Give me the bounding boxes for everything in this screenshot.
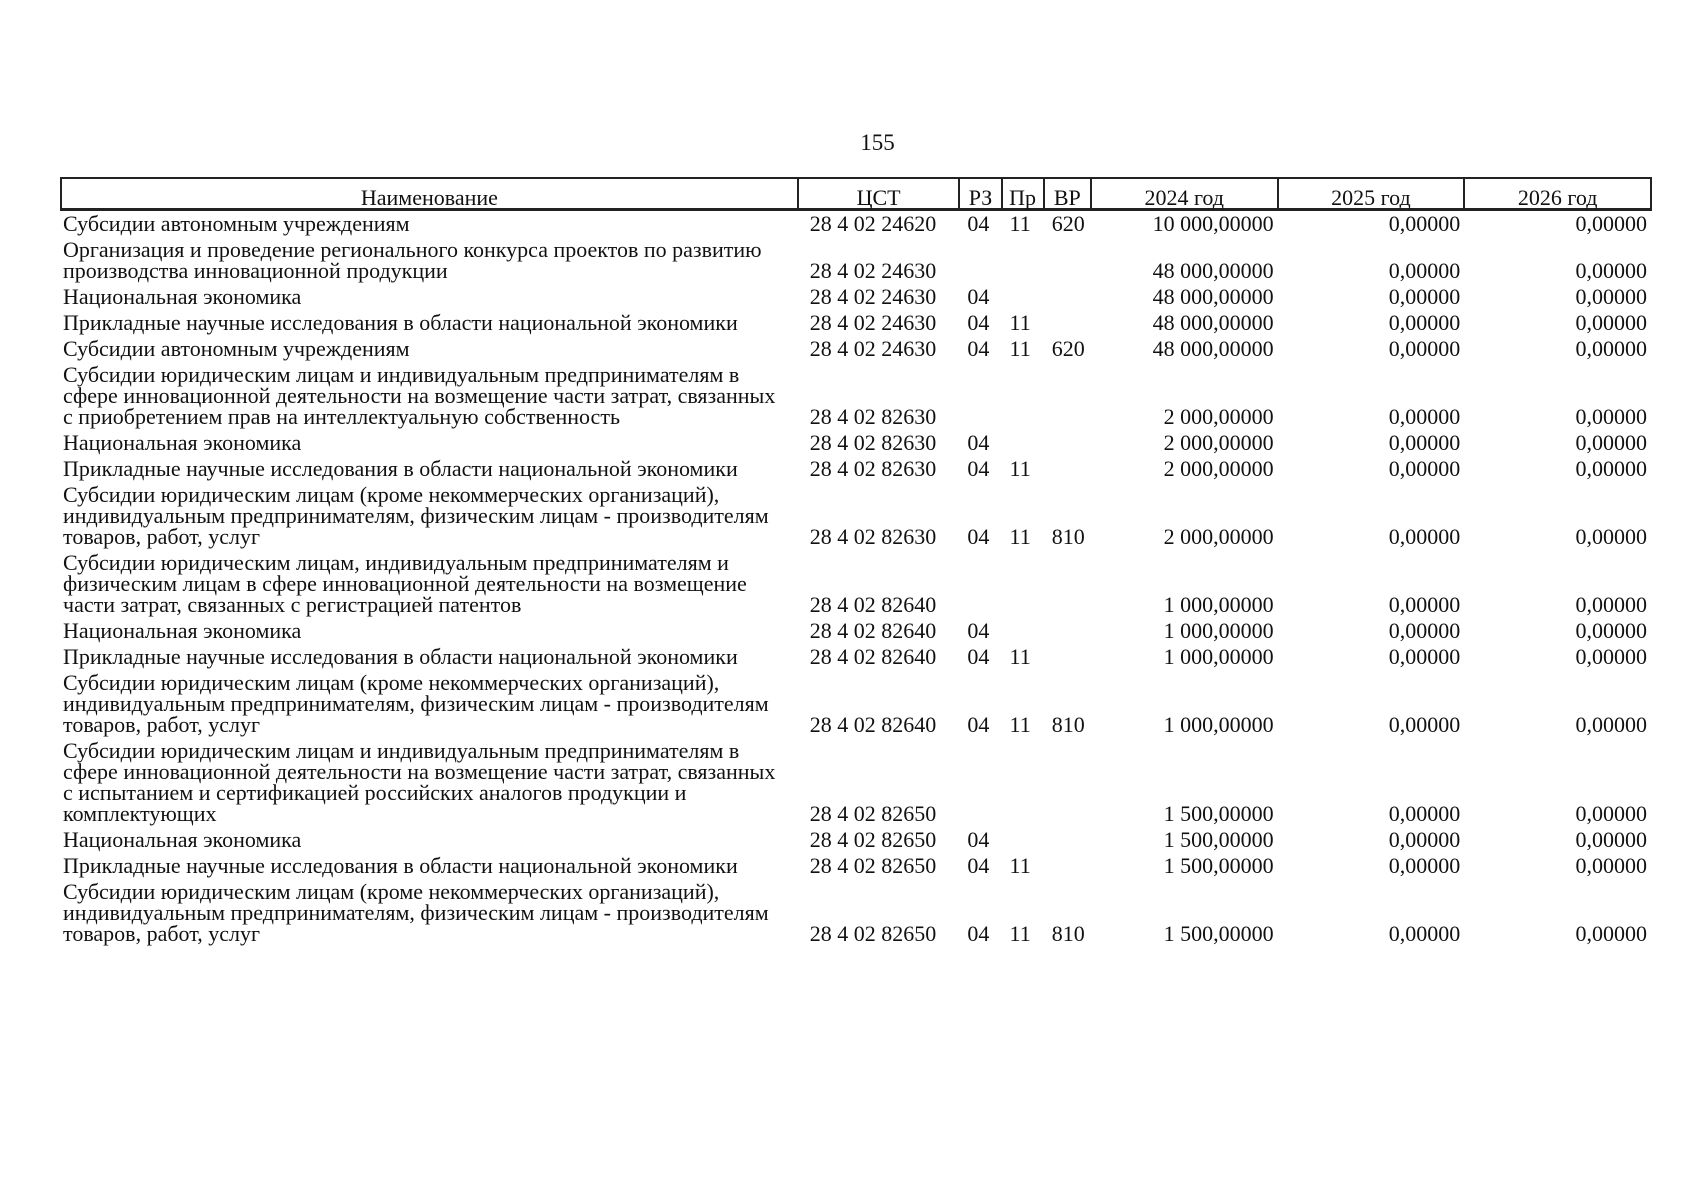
- cell-2024: 48 000,00000: [1152, 310, 1274, 335]
- cell-rz: 04: [967, 524, 990, 549]
- cell-cst: 28 4 02 24630: [809, 258, 937, 283]
- table-row: [61, 644, 1651, 670]
- cell-vr: [1044, 644, 1091, 670]
- table-row: [61, 284, 1651, 310]
- header-2025: 2025 год: [1278, 178, 1465, 210]
- cell-name: Национальная экономика: [63, 430, 302, 455]
- table-row: [61, 670, 1651, 738]
- cell-2026: 0,00000: [1575, 801, 1647, 826]
- cell-cst: 28 4 02 24630: [809, 336, 937, 361]
- table-header: [61, 178, 1651, 210]
- cell-cst: 28 4 02 82630: [809, 524, 937, 549]
- cell-vr: [1044, 362, 1091, 430]
- cell-vr: [1044, 456, 1091, 482]
- header-cst: ЦСТ: [798, 178, 960, 210]
- cell-2024: 48 000,00000: [1152, 336, 1274, 361]
- cell-vr: 620: [1051, 211, 1085, 236]
- header-2024: 2024 год: [1091, 178, 1278, 210]
- cell-2026: 0,00000: [1575, 921, 1647, 946]
- cell-cst: 28 4 02 24630: [809, 310, 937, 335]
- cell-name: Прикладные научные исследования в области национальной экономики: [63, 456, 738, 481]
- budget-table: [60, 177, 1652, 947]
- cell-cst: 28 4 02 82640: [809, 644, 937, 669]
- table-row: [61, 738, 1651, 827]
- cell-rz: 04: [967, 336, 990, 361]
- table-row: [61, 336, 1651, 362]
- cell-2024: 1 500,00000: [1163, 801, 1274, 826]
- cell-2024: 1 500,00000: [1163, 827, 1274, 852]
- cell-pr: [1002, 430, 1044, 456]
- cell-2024: 1 500,00000: [1163, 921, 1274, 946]
- cell-pr: [1002, 738, 1044, 827]
- cell-2026: 0,00000: [1575, 592, 1647, 617]
- cell-2024: 2 000,00000: [1163, 456, 1274, 481]
- cell-2024: 1 000,00000: [1163, 618, 1274, 643]
- cell-name: Субсидии юридическим лицам и индивидуальным предпринимателям в сфере инновационной деятельности на возмещение части затрат, связанных с испытанием и сертификацией российских аналогов продукции и комплектующих: [63, 738, 776, 826]
- cell-cst: 28 4 02 82640: [809, 712, 937, 737]
- cell-2025: 0,00000: [1388, 404, 1461, 429]
- cell-pr: 11: [1009, 456, 1031, 481]
- cell-2025: 0,00000: [1388, 853, 1461, 878]
- cell-pr: 11: [1009, 853, 1031, 878]
- cell-2024: 2 000,00000: [1163, 524, 1274, 549]
- cell-2024: 1 000,00000: [1163, 644, 1274, 669]
- cell-name: Субсидии юридическим лицам и индивидуальным предпринимателям в сфере инновационной деятельности на возмещение части затрат, связанных с приобретением прав на интеллектуальную собственность: [63, 362, 776, 429]
- cell-2026: 0,00000: [1575, 853, 1647, 878]
- header-vr: ВР: [1044, 178, 1091, 210]
- cell-2026: 0,00000: [1575, 404, 1647, 429]
- table-row: [61, 482, 1651, 550]
- table-row: [61, 456, 1651, 482]
- table-row: [61, 310, 1651, 336]
- cell-2025: 0,00000: [1388, 430, 1461, 455]
- cell-name: Прикладные научные исследования в области национальной экономики: [63, 310, 738, 335]
- cell-pr: 11: [1009, 644, 1031, 669]
- cell-name: Субсидии юридическим лицам (кроме некоммерческих организаций), индивидуальным предпринимателям, физическим лицам - производителям товаров, работ, услуг: [63, 482, 769, 549]
- cell-rz: [959, 362, 1001, 430]
- cell-vr: [1044, 284, 1091, 310]
- cell-rz: 04: [967, 921, 990, 946]
- cell-rz: 04: [967, 430, 990, 455]
- cell-rz: 04: [967, 211, 990, 236]
- cell-cst: 28 4 02 24620: [809, 211, 937, 236]
- header-rz: РЗ: [959, 178, 1001, 210]
- table-row: [61, 210, 1651, 238]
- cell-vr: [1044, 827, 1091, 853]
- cell-pr: 11: [1009, 921, 1031, 946]
- cell-name: Национальная экономика: [63, 618, 302, 643]
- cell-vr: 810: [1051, 712, 1085, 737]
- cell-vr: [1044, 237, 1091, 284]
- cell-2025: 0,00000: [1388, 258, 1461, 283]
- cell-vr: 810: [1051, 524, 1085, 549]
- page-number: 155: [860, 130, 895, 155]
- cell-2025: 0,00000: [1388, 456, 1461, 481]
- cell-2024: 10 000,00000: [1152, 211, 1274, 236]
- cell-name: Субсидии юридическим лицам, индивидуальным предпринимателям и физическим лицам в сфере инновационной деятельности на возмещение части затрат, связанных с регистрацией патентов: [63, 550, 747, 617]
- cell-2024: 48 000,00000: [1152, 284, 1274, 309]
- cell-vr: 810: [1051, 921, 1085, 946]
- cell-2026: 0,00000: [1575, 258, 1647, 283]
- cell-pr: 11: [1009, 211, 1031, 236]
- cell-name: Субсидии автономным учреждениям: [63, 336, 410, 361]
- cell-2025: 0,00000: [1388, 284, 1461, 309]
- table-row: [61, 237, 1651, 284]
- table-row: [61, 853, 1651, 879]
- cell-pr: 11: [1009, 524, 1031, 549]
- cell-name: Субсидии автономным учреждениям: [63, 211, 410, 236]
- cell-rz: 04: [967, 644, 990, 669]
- table-body: [61, 210, 1651, 948]
- header-2026: 2026 год: [1464, 178, 1651, 210]
- cell-2026: 0,00000: [1575, 310, 1647, 335]
- cell-rz: [959, 550, 1001, 618]
- cell-name: Прикладные научные исследования в области национальной экономики: [63, 853, 738, 878]
- table-row: [61, 430, 1651, 456]
- cell-vr: [1044, 430, 1091, 456]
- table-row: [61, 362, 1651, 430]
- cell-2026: 0,00000: [1575, 618, 1647, 643]
- cell-vr: [1044, 550, 1091, 618]
- cell-cst: 28 4 02 82650: [809, 801, 937, 826]
- cell-cst: 28 4 02 82630: [809, 430, 937, 455]
- cell-2024: 2 000,00000: [1163, 430, 1274, 455]
- cell-rz: 04: [967, 310, 990, 335]
- cell-2025: 0,00000: [1388, 827, 1461, 852]
- cell-2025: 0,00000: [1388, 310, 1461, 335]
- cell-pr: [1002, 237, 1044, 284]
- cell-2025: 0,00000: [1388, 618, 1461, 643]
- cell-vr: [1044, 310, 1091, 336]
- cell-rz: 04: [967, 618, 990, 643]
- cell-vr: [1044, 853, 1091, 879]
- cell-pr: [1002, 284, 1044, 310]
- table-row: [61, 827, 1651, 853]
- cell-cst: 28 4 02 24630: [809, 284, 937, 309]
- cell-2025: 0,00000: [1388, 524, 1461, 549]
- cell-2026: 0,00000: [1575, 336, 1647, 361]
- cell-2025: 0,00000: [1388, 336, 1461, 361]
- cell-cst: 28 4 02 82650: [809, 853, 937, 878]
- cell-pr: [1002, 618, 1044, 644]
- cell-2026: 0,00000: [1575, 456, 1647, 481]
- cell-cst: 28 4 02 82640: [809, 618, 937, 643]
- cell-vr: [1044, 618, 1091, 644]
- cell-2025: 0,00000: [1388, 592, 1461, 617]
- cell-2026: 0,00000: [1575, 211, 1647, 236]
- cell-2026: 0,00000: [1575, 524, 1647, 549]
- cell-pr: 11: [1009, 712, 1031, 737]
- table-row: [61, 618, 1651, 644]
- cell-rz: 04: [967, 853, 990, 878]
- cell-2025: 0,00000: [1388, 211, 1461, 236]
- header-name: Наименование: [61, 178, 798, 210]
- cell-vr: 620: [1051, 336, 1085, 361]
- cell-2024: 1 500,00000: [1163, 853, 1274, 878]
- cell-pr: [1002, 827, 1044, 853]
- cell-rz: 04: [967, 827, 990, 852]
- cell-rz: [959, 237, 1001, 284]
- cell-name: Прикладные научные исследования в области национальной экономики: [63, 644, 738, 669]
- cell-rz: 04: [967, 712, 990, 737]
- cell-pr: [1002, 550, 1044, 618]
- cell-name: Субсидии юридическим лицам (кроме некоммерческих организаций), индивидуальным предпринимателям, физическим лицам - производителям товаров, работ, услуг: [63, 879, 769, 946]
- cell-pr: 11: [1009, 310, 1031, 335]
- cell-vr: [1044, 738, 1091, 827]
- table-row: [61, 879, 1651, 947]
- cell-2025: 0,00000: [1388, 801, 1461, 826]
- cell-pr: [1002, 362, 1044, 430]
- cell-2024: 1 000,00000: [1163, 592, 1274, 617]
- cell-2024: 1 000,00000: [1163, 712, 1274, 737]
- cell-2024: 2 000,00000: [1163, 404, 1274, 429]
- cell-2026: 0,00000: [1575, 712, 1647, 737]
- cell-2025: 0,00000: [1388, 712, 1461, 737]
- cell-cst: 28 4 02 82630: [809, 456, 937, 481]
- cell-name: Организация и проведение регионального конкурса проектов по развитию производства инновационной продукции: [63, 237, 762, 283]
- cell-2024: 48 000,00000: [1152, 258, 1274, 283]
- cell-name: Национальная экономика: [63, 827, 302, 852]
- cell-rz: 04: [967, 456, 990, 481]
- header-pr: Пр: [1002, 178, 1044, 210]
- cell-cst: 28 4 02 82640: [809, 592, 937, 617]
- cell-cst: 28 4 02 82650: [809, 827, 937, 852]
- cell-cst: 28 4 02 82650: [809, 921, 937, 946]
- cell-rz: 04: [967, 284, 990, 309]
- cell-rz: [959, 738, 1001, 827]
- cell-2026: 0,00000: [1575, 430, 1647, 455]
- cell-name: Национальная экономика: [63, 284, 302, 309]
- cell-2025: 0,00000: [1388, 644, 1461, 669]
- cell-name: Субсидии юридическим лицам (кроме некоммерческих организаций), индивидуальным предпринимателям, физическим лицам - производителям товаров, работ, услуг: [63, 670, 769, 737]
- cell-2026: 0,00000: [1575, 644, 1647, 669]
- cell-2026: 0,00000: [1575, 284, 1647, 309]
- cell-cst: 28 4 02 82630: [809, 404, 937, 429]
- cell-pr: 11: [1009, 336, 1031, 361]
- cell-2025: 0,00000: [1388, 921, 1461, 946]
- table-row: [61, 550, 1651, 618]
- cell-2026: 0,00000: [1575, 827, 1647, 852]
